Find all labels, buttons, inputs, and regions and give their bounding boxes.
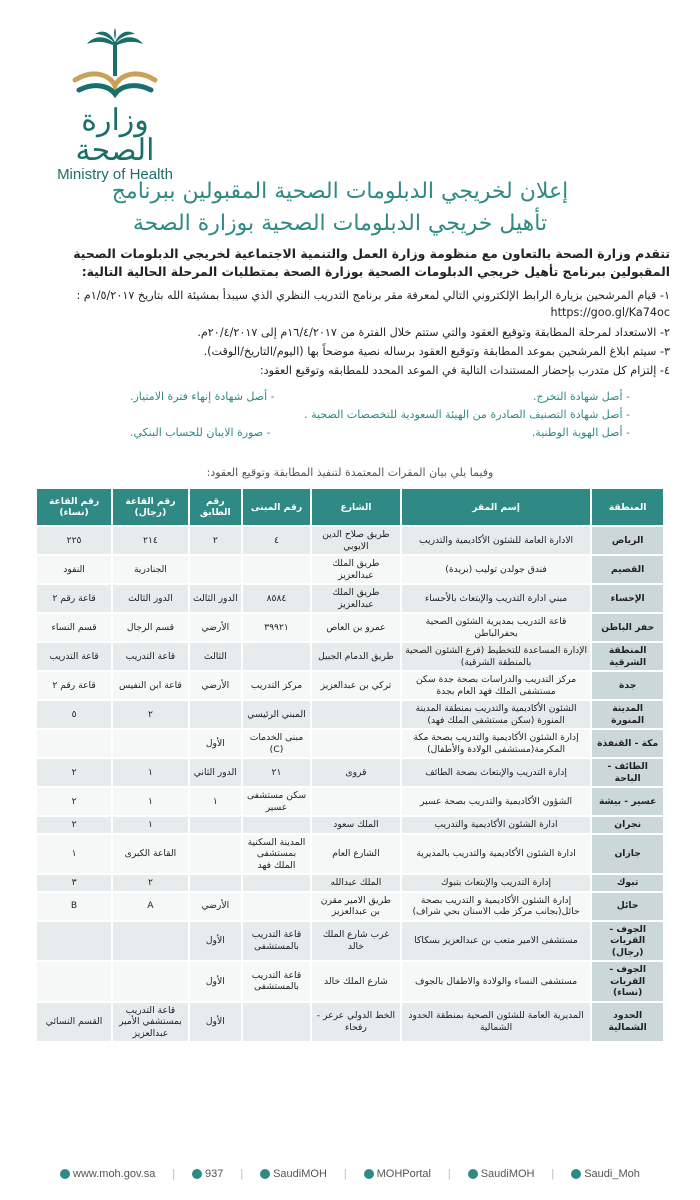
- instagram-icon: [468, 1169, 478, 1179]
- cell-building: ٤: [243, 527, 310, 554]
- website-link[interactable]: www.moh.gov.sa: [60, 1168, 155, 1180]
- cell-street: الخط الدولي عرعر - رفحاء: [312, 1003, 400, 1042]
- cell-floor: ١: [190, 788, 241, 815]
- cell-region: الطائف - الباحة: [592, 759, 663, 786]
- globe-icon: [60, 1169, 70, 1179]
- cell-hall-women: قاعة التدريب: [37, 643, 111, 670]
- table-row: [37, 556, 663, 583]
- cell-hall-women: [37, 730, 111, 757]
- cell-street: الشارع العام: [312, 835, 400, 874]
- cell-hall-men: [113, 922, 188, 961]
- requirement-item: ١- قيام المرشحين بزيارة الرابط الإلكتروني التالي لمعرفة مقر برنامج التدريب النظري الذي سيبدأ بمشيئة الله بتاريخ ١/٥/٢٠١٧م : https://goo.gl/Ka74oc: [76, 289, 670, 320]
- cell-venue: الإدارة المساعدة للتخطيط (فرع الشئون الصحية بالمنطقة الشرقية): [402, 643, 591, 670]
- palm-logo-icon: [65, 28, 165, 98]
- cell-hall-men: قاعة ابن النفيس: [113, 672, 188, 699]
- cell-venue: مركز التدريب والدراسات بصحة جدة سكن مستشفى الملك فهد العام بجدة: [402, 672, 591, 699]
- header-street: الشارع: [312, 489, 400, 525]
- table-row: [37, 527, 663, 554]
- instagram-link[interactable]: SaudiMOH: [468, 1168, 535, 1180]
- cell-floor: [190, 835, 241, 874]
- cell-hall-women: قسم النساء: [37, 614, 111, 641]
- requirement-item: ٣- سيتم ابلاغ المرشحين بموعد المطابقة وتوقيع العقود برساله نصية موضحاً بها (اليوم/التاريخ/الوقت).: [203, 345, 670, 359]
- requirements-list: [28, 287, 670, 382]
- cell-building: مبنى الخدمات (C): [243, 730, 310, 757]
- cell-region: الحدود الشمالية: [592, 1003, 663, 1042]
- cell-region: تبوك: [592, 875, 663, 891]
- cell-hall-men: الدور الثالث: [113, 585, 188, 612]
- table-row: [37, 672, 663, 699]
- cell-region: جازان: [592, 835, 663, 874]
- cell-floor: الأرضي: [190, 614, 241, 641]
- table-row: [37, 730, 663, 757]
- header-region: المنطقة: [592, 489, 663, 525]
- cell-region: حفر الباطن: [592, 614, 663, 641]
- cell-building: [243, 556, 310, 583]
- cell-hall-men: ٢: [113, 875, 188, 891]
- cell-building: [243, 643, 310, 670]
- intro-paragraph: تتقدم وزارة الصحة بالتعاون مع منظومة وزارة العمل والتنمية الاجتماعية لخريجي الدبلومات الصحية المقبولين ببرنامج تأهيل خريجي الدبلومات الصحية بوزارة الصحة بمتطلبات المرحلة الحالية التالية:: [73, 246, 670, 279]
- cell-venue: قاعة التدريب بمديرية الشئون الصحية بحفرالباطن: [402, 614, 591, 641]
- cell-floor: ٢: [190, 527, 241, 554]
- cell-venue: الشئون الأكاديمية والتدريب بمنطقة المدينة المنورة (سكن مستشفى الملك فهد): [402, 701, 591, 728]
- cell-hall-men: قاعة التدريب: [113, 643, 188, 670]
- cell-venue: الشؤون الأكاديمية والتدريب بصحة عسير: [402, 788, 591, 815]
- cell-venue: فندق جولدن توليب (بريدة): [402, 556, 591, 583]
- cell-street: الملك سعود: [312, 817, 400, 833]
- snapchat-link[interactable]: Saudi_Moh: [571, 1168, 640, 1180]
- cell-floor: الثالث: [190, 643, 241, 670]
- document-item: - أصل شهادة التصنيف الصادرة من الهيئة السعودية للتخصصات الصحية .: [304, 408, 630, 422]
- cell-street: غرب شارع الملك خالد: [312, 922, 400, 961]
- cell-region: جدة: [592, 672, 663, 699]
- cell-hall-men: ٢: [113, 701, 188, 728]
- cell-street: طريق الامير مقرن بن عبدالعزيز: [312, 893, 400, 920]
- cell-street: [312, 730, 400, 757]
- cell-venue: ادارة الشئون الأكاديمية والتدريب بالمديرية: [402, 835, 591, 874]
- cell-venue: مستشفى الامير متعب بن عبدالعزيز بسكاكا: [402, 922, 591, 961]
- cell-venue: ادارة الشئون الأكاديمية والتدريب: [402, 817, 591, 833]
- title-line-2: تأهيل خريجي الدبلومات الصحية بوزارة الصحة: [132, 210, 548, 236]
- document-item: - صورة الايبان للحساب البنكي.: [130, 426, 271, 440]
- header-hall-women: رقم القاعة (نساء): [37, 489, 111, 525]
- document-item: - أصل شهادة التخرج.: [533, 390, 630, 403]
- cell-street: شارع الملك خالد: [312, 962, 400, 1001]
- cell-building: [243, 1003, 310, 1042]
- table-row: [37, 614, 663, 641]
- cell-street: طريق صلاح الدين الايوبي: [312, 527, 400, 554]
- cell-building: سكن مستشفى عسير: [243, 788, 310, 815]
- cell-building: ٨٥٨٤: [243, 585, 310, 612]
- cell-street: طريق الملك عبدالعزيز: [312, 585, 400, 612]
- cell-hall-men: [113, 730, 188, 757]
- cell-hall-men: ١: [113, 759, 188, 786]
- cell-floor: [190, 556, 241, 583]
- cell-hall-women: ١: [37, 835, 111, 874]
- cell-hall-men: قاعة التدريب بمستشفي الأمير عبدالعزيز: [113, 1003, 188, 1042]
- twitter-link[interactable]: SaudiMOH: [260, 1168, 327, 1180]
- header-building: رقم المبنى: [243, 489, 310, 525]
- cell-region: الإحساء: [592, 585, 663, 612]
- required-documents: [130, 388, 630, 442]
- cell-hall-women: ٣: [37, 875, 111, 891]
- cell-building: [243, 875, 310, 891]
- cell-floor: الدور الثالث: [190, 585, 241, 612]
- table-row: [37, 1003, 663, 1042]
- cell-hall-women: [37, 922, 111, 961]
- moh-logo: [40, 28, 190, 183]
- cell-floor: الأرضي: [190, 672, 241, 699]
- cell-hall-women: ٢: [37, 759, 111, 786]
- cell-venue: إدارة الشئون الأكاديمية والتدريب بصحة مكة المكرمة(مستشفى الولادة والأطفال): [402, 730, 591, 757]
- cell-venue: إدارة التدريب والإبتعاث بصحة الطائف: [402, 759, 591, 786]
- cell-hall-women: B: [37, 893, 111, 920]
- table-row: [37, 962, 663, 1001]
- cell-building: المدينة السكنية بمستشفى الملك فهد: [243, 835, 310, 874]
- cell-floor: الأول: [190, 962, 241, 1001]
- table-row: [37, 585, 663, 612]
- table-row: [37, 817, 663, 833]
- cell-floor: الدور الثاني: [190, 759, 241, 786]
- cell-floor: الأرضي: [190, 893, 241, 920]
- cell-floor: [190, 701, 241, 728]
- cell-street: طريق الدمام الجبيل: [312, 643, 400, 670]
- cell-hall-men: ١: [113, 817, 188, 833]
- table-row: [37, 759, 663, 786]
- cell-floor: الأول: [190, 730, 241, 757]
- cell-region: المنطقة الشرقية: [592, 643, 663, 670]
- cell-street: [312, 788, 400, 815]
- cell-street: تركي بن عبدالعزيز: [312, 672, 400, 699]
- cell-region: مكة - القنفذة: [592, 730, 663, 757]
- cell-region: حائل: [592, 893, 663, 920]
- table-row: [37, 701, 663, 728]
- cell-hall-men: [113, 962, 188, 1001]
- cell-street: قروى: [312, 759, 400, 786]
- cell-region: الرياض: [592, 527, 663, 554]
- cell-hall-women: ٢٢٥: [37, 527, 111, 554]
- table-header-row: [37, 489, 663, 525]
- cell-hall-women: النفود: [37, 556, 111, 583]
- youtube-link[interactable]: MOHPortal: [364, 1168, 431, 1180]
- snapchat-icon: [571, 1169, 581, 1179]
- cell-building: قاعة التدريب بالمستشفى: [243, 962, 310, 1001]
- table-row: [37, 643, 663, 670]
- cell-building: المبني الرئيسي: [243, 701, 310, 728]
- cell-region: نجران: [592, 817, 663, 833]
- cell-venue: الادارة العامة للشئون الأكاديمية والتدريب: [402, 527, 591, 554]
- cell-building: مركز التدريب: [243, 672, 310, 699]
- title-line-1: إعلان لخريجي الدبلومات الصحية المقبولين ببرنامج: [111, 179, 569, 204]
- document-item: - أصل شهادة إنهاء فترة الامتياز.: [130, 390, 275, 403]
- cell-region: الجوف - القريات (نساء): [592, 962, 663, 1001]
- cell-hall-men: ١: [113, 788, 188, 815]
- youtube-icon: [364, 1169, 374, 1179]
- cell-hall-men: قسم الرجال: [113, 614, 188, 641]
- cell-hall-men: A: [113, 893, 188, 920]
- cell-venue: مستشفى النساء والولادة والاطفال بالجوف: [402, 962, 591, 1001]
- cell-building: ٣٩٩٢١: [243, 614, 310, 641]
- cell-building: [243, 893, 310, 920]
- cell-region: الجوف - القريات (رجال): [592, 922, 663, 961]
- cell-street: [312, 701, 400, 728]
- cell-building: ٢١: [243, 759, 310, 786]
- table-row: [37, 893, 663, 920]
- header-hall-men: رقم القاعة (رجال): [113, 489, 188, 525]
- requirement-item: ٢- الاستعداد لمرحلة المطابقة وتوقيع العقود والتي ستتم خلال الفترة من ١٦/٤/٢٠١٧م إلى ٢٠/٤/٢٠١٧م.: [197, 325, 670, 339]
- table-row: [37, 788, 663, 815]
- table-row: [37, 835, 663, 874]
- cell-street: عمرو بن العاص: [312, 614, 400, 641]
- twitter-icon: [260, 1169, 270, 1179]
- logo-english-text: Ministry of Health: [57, 166, 173, 183]
- cell-hall-men: القاعة الكبرى: [113, 835, 188, 874]
- cell-venue: إدارة الشئون الأكاديمية و التدريب بصحة حائل(بجانب مركز طب الاسنان بحي شراف): [402, 893, 591, 920]
- logo-arabic-text: وزارة الصحة: [75, 103, 155, 168]
- document-item: - أصل الهوية الوطنية.: [531, 426, 630, 440]
- table-row: [37, 922, 663, 961]
- cell-hall-women: ٥: [37, 701, 111, 728]
- cell-region: المدينة المنورة: [592, 701, 663, 728]
- cell-floor: [190, 817, 241, 833]
- cell-street: طريق الملك عبدالعزيز: [312, 556, 400, 583]
- cell-hall-women: ٢: [37, 788, 111, 815]
- table-caption: وفيما يلي بيان المقرات المعتمدة لتنفيذ المطابقة وتوقيع العقود:: [206, 466, 494, 479]
- cell-floor: [190, 875, 241, 891]
- cell-region: القصيم: [592, 556, 663, 583]
- table-row: [37, 875, 663, 891]
- cell-venue: إدارة التدريب والإبتعاث بتبوك: [402, 875, 591, 891]
- cell-building: [243, 817, 310, 833]
- cell-hall-women: قاعة رقم ٢: [37, 672, 111, 699]
- phone-icon: [192, 1169, 202, 1179]
- cell-hall-men: الجنادرية: [113, 556, 188, 583]
- footer-bar: www.moh.gov.sa | 937 | SaudiMOH | MOHPortal | SaudiMOH | Saudi_Moh: [60, 1168, 640, 1180]
- cell-hall-women: القسم النسائي: [37, 1003, 111, 1042]
- cell-floor: الأول: [190, 1003, 241, 1042]
- cell-venue: المديرية العامة للشئون الصحية بمنطقة الحدود الشمالية: [402, 1003, 591, 1042]
- cell-street: الملك عبدالله: [312, 875, 400, 891]
- venues-table: [35, 487, 665, 1043]
- announcement-title: [30, 176, 650, 240]
- cell-venue: مبني ادارة التدريب والإبتعاث بالأحساء: [402, 585, 591, 612]
- cell-hall-women: قاعة رقم ٢: [37, 585, 111, 612]
- cell-building: قاعة التدريب بالمستشفى: [243, 922, 310, 961]
- cell-hall-women: [37, 962, 111, 1001]
- cell-hall-men: ٢١٤: [113, 527, 188, 554]
- cell-region: عسير - بيشة: [592, 788, 663, 815]
- header-floor: رقم الطابق: [190, 489, 241, 525]
- cell-floor: الأول: [190, 922, 241, 961]
- phone-link[interactable]: 937: [192, 1168, 223, 1180]
- requirement-item: ٤- إلتزام كل متدرب بإحضار المستندات التالية في الموعد المحدد للمطابقه وتوقيع العقود:: [259, 364, 670, 378]
- cell-hall-women: ٢: [37, 817, 111, 833]
- header-venue: إسم المقر: [402, 489, 591, 525]
